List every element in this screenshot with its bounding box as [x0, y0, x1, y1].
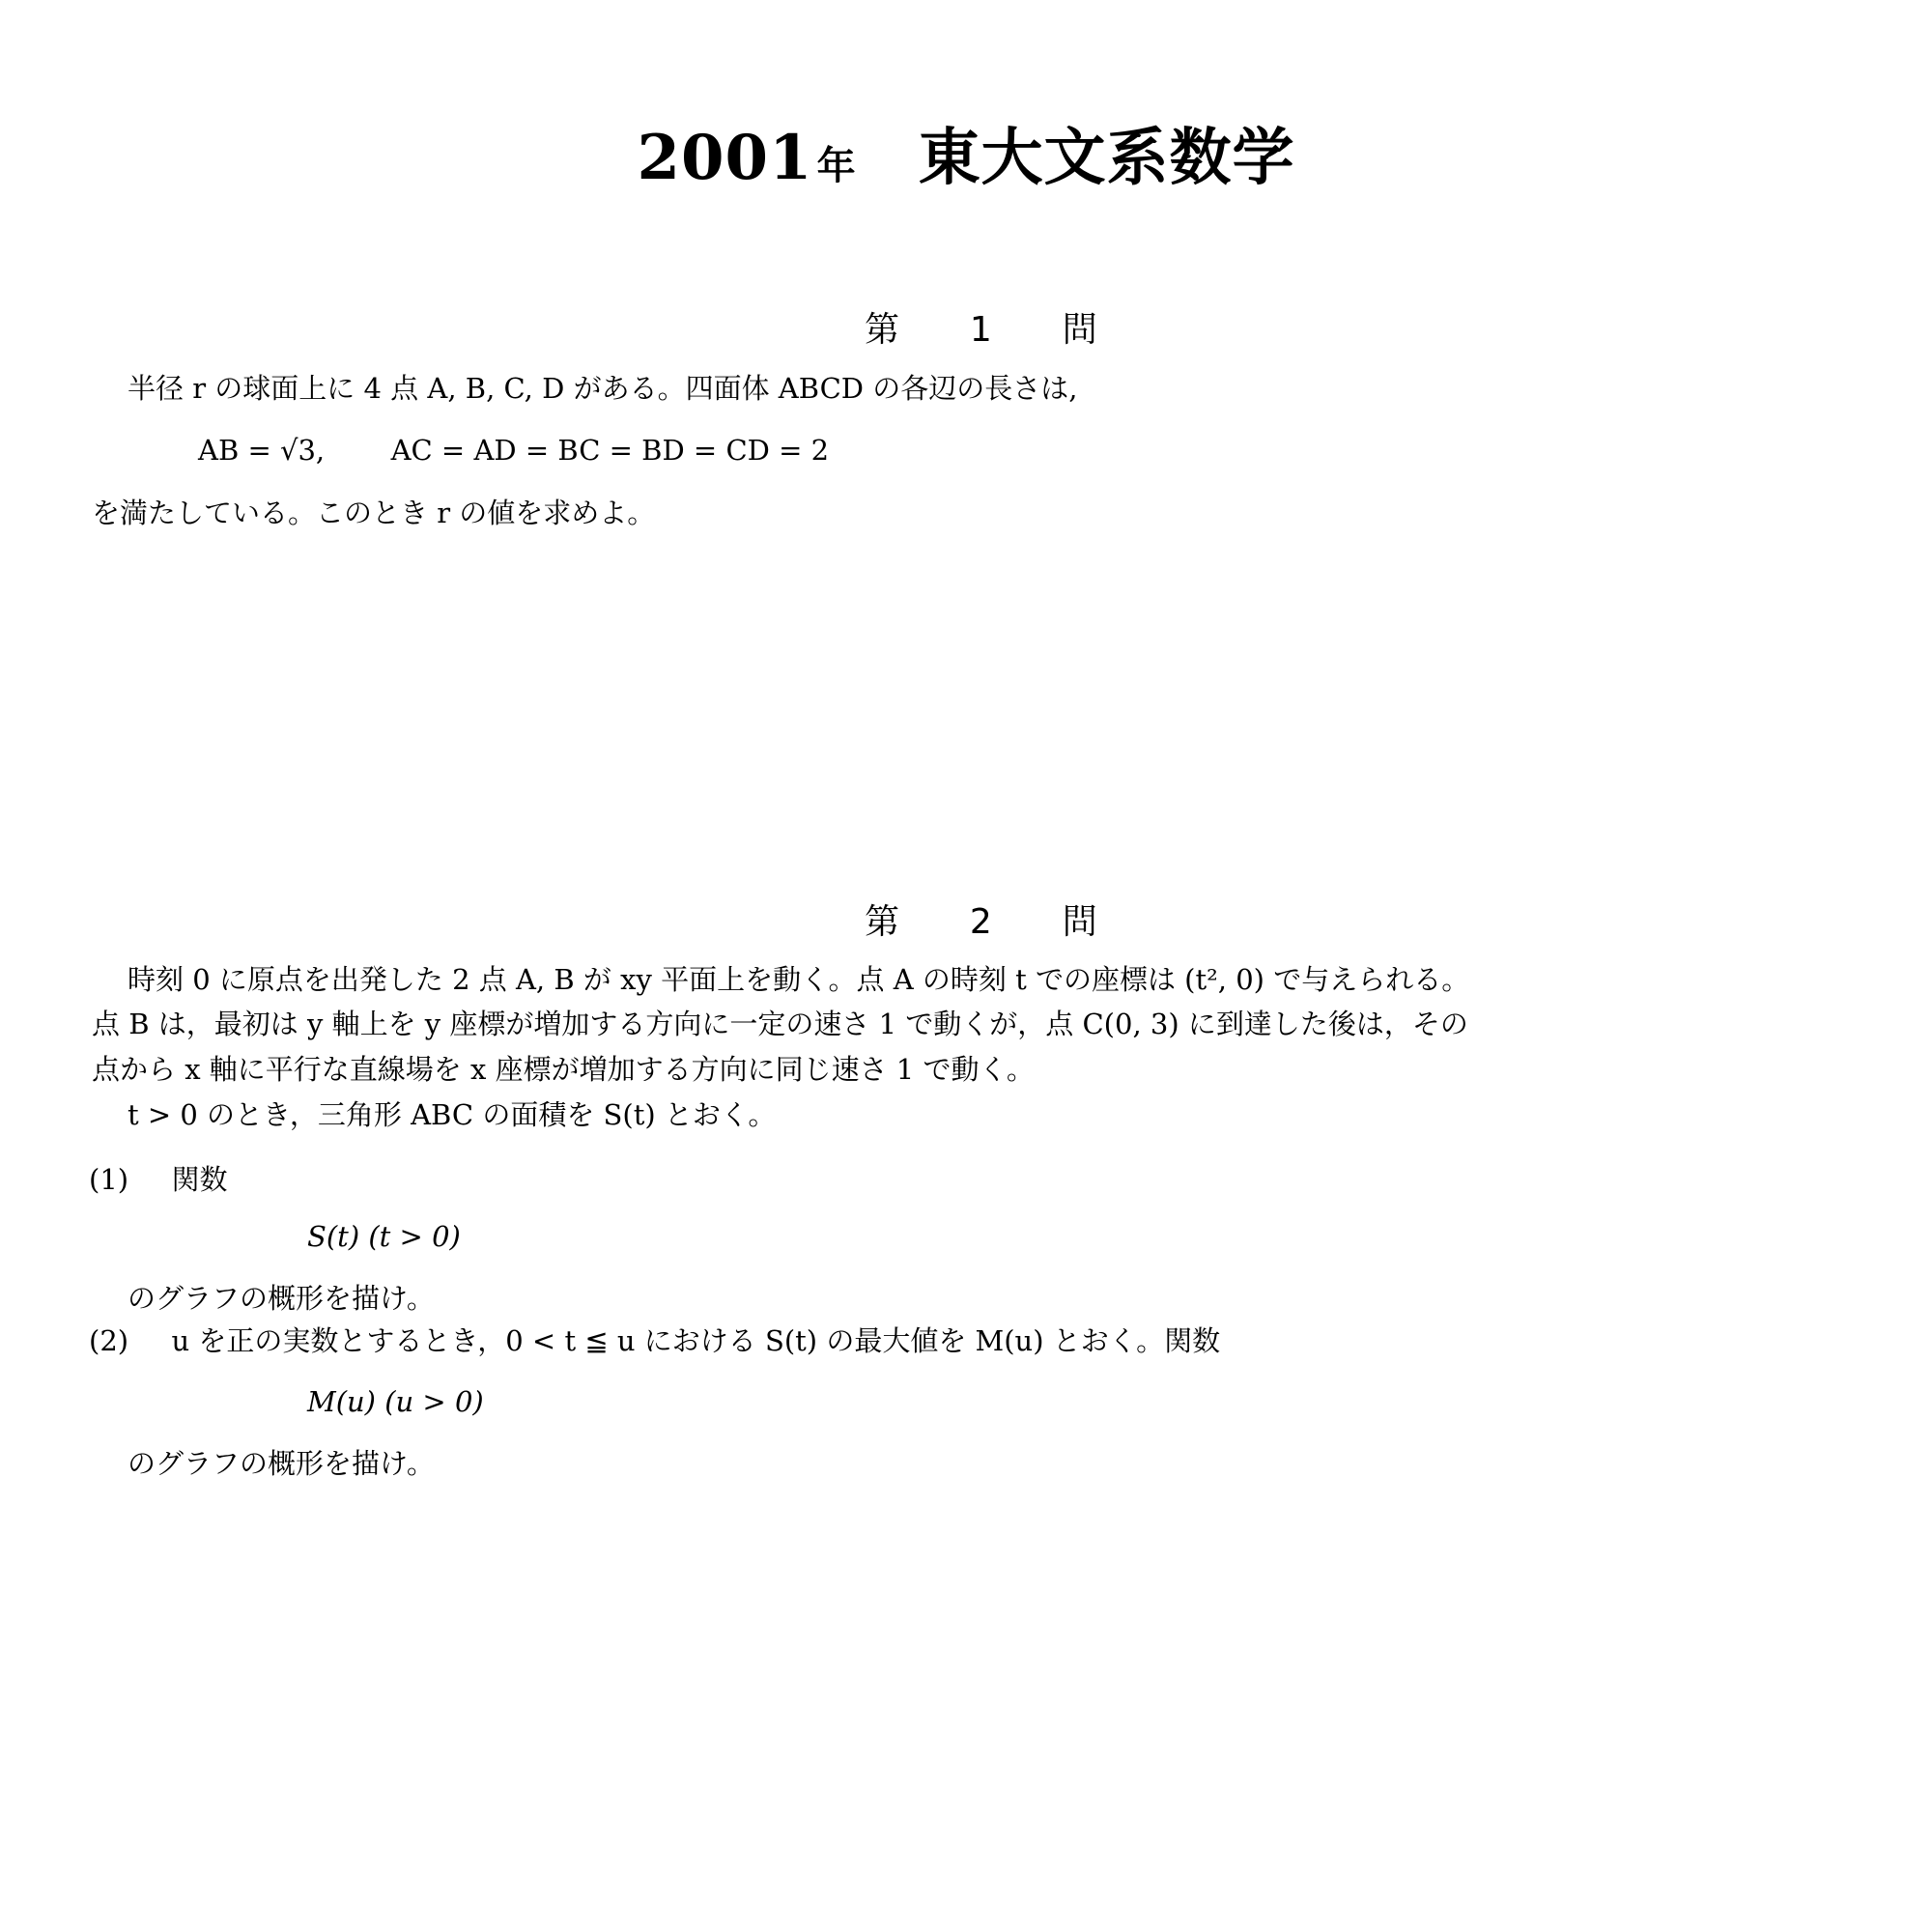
q2-heading-dai: 第 [865, 902, 900, 942]
q1-heading [865, 302, 1097, 352]
title-nen: 年 [816, 143, 857, 188]
page-title [0, 108, 1932, 197]
q1-line3: を満たしている。このとき r の値を求めよ。 [92, 497, 656, 529]
q2-part2-label: (2) [89, 1324, 129, 1357]
q2-part2-tail: のグラフの概形を描け。 [128, 1447, 435, 1480]
q2-line4: t > 0 のとき，三角形 ABC の面積を S(t) とおく。 [128, 1098, 777, 1131]
q1-line1: 半径 r の球面上に 4 点 A, B, C, D がある。四面体 ABCD の各辺の長さは, [128, 372, 1078, 405]
q1-heading-dai: 第 [865, 310, 900, 350]
title-subject: 東大文系数学 [918, 122, 1295, 194]
q1-eq-left: AB = √3, [198, 434, 326, 467]
q2-part2-text: u を正の実数とするとき，0 < t ≦ u における S(t) の最大値を M(u) とおく。関数 [171, 1324, 1221, 1357]
q2-part1-text: 関数 [171, 1163, 228, 1196]
q2-part2 [89, 1324, 1221, 1357]
q2-part1 [89, 1163, 228, 1196]
title-year: 2001 [637, 122, 813, 194]
q2-heading-mon: 問 [1062, 902, 1097, 942]
q2-part1-formula: S(t) (t > 0) [307, 1220, 461, 1253]
q2-line1: 時刻 0 に原点を出発した 2 点 A, B が xy 平面上を動く。点 A の時刻 t での座標は (t², 0) で与えられる。 [128, 963, 1470, 996]
q1-heading-number: 1 [969, 310, 992, 350]
q2-heading [865, 895, 1097, 944]
q2-part1-tail: のグラフの概形を描け。 [128, 1282, 435, 1315]
q1-eq-right: AC = AD = BC = BD = CD = 2 [390, 434, 830, 467]
q1-equation [198, 434, 830, 467]
q1-heading-mon: 問 [1062, 310, 1097, 350]
q2-line3: 点から x 軸に平行な直線場を x 座標が増加する方向に同じ速さ 1 で動く。 [92, 1053, 1035, 1086]
q2-part1-label: (1) [89, 1163, 129, 1196]
q2-part2-formula: M(u) (u > 0) [307, 1385, 484, 1418]
q2-heading-number: 2 [969, 902, 992, 942]
q2-line2: 点 B は，最初は y 軸上を y 座標が増加する方向に一定の速さ 1 で動くが，点 C(0, 3) に到達した後は，その [92, 1008, 1468, 1040]
